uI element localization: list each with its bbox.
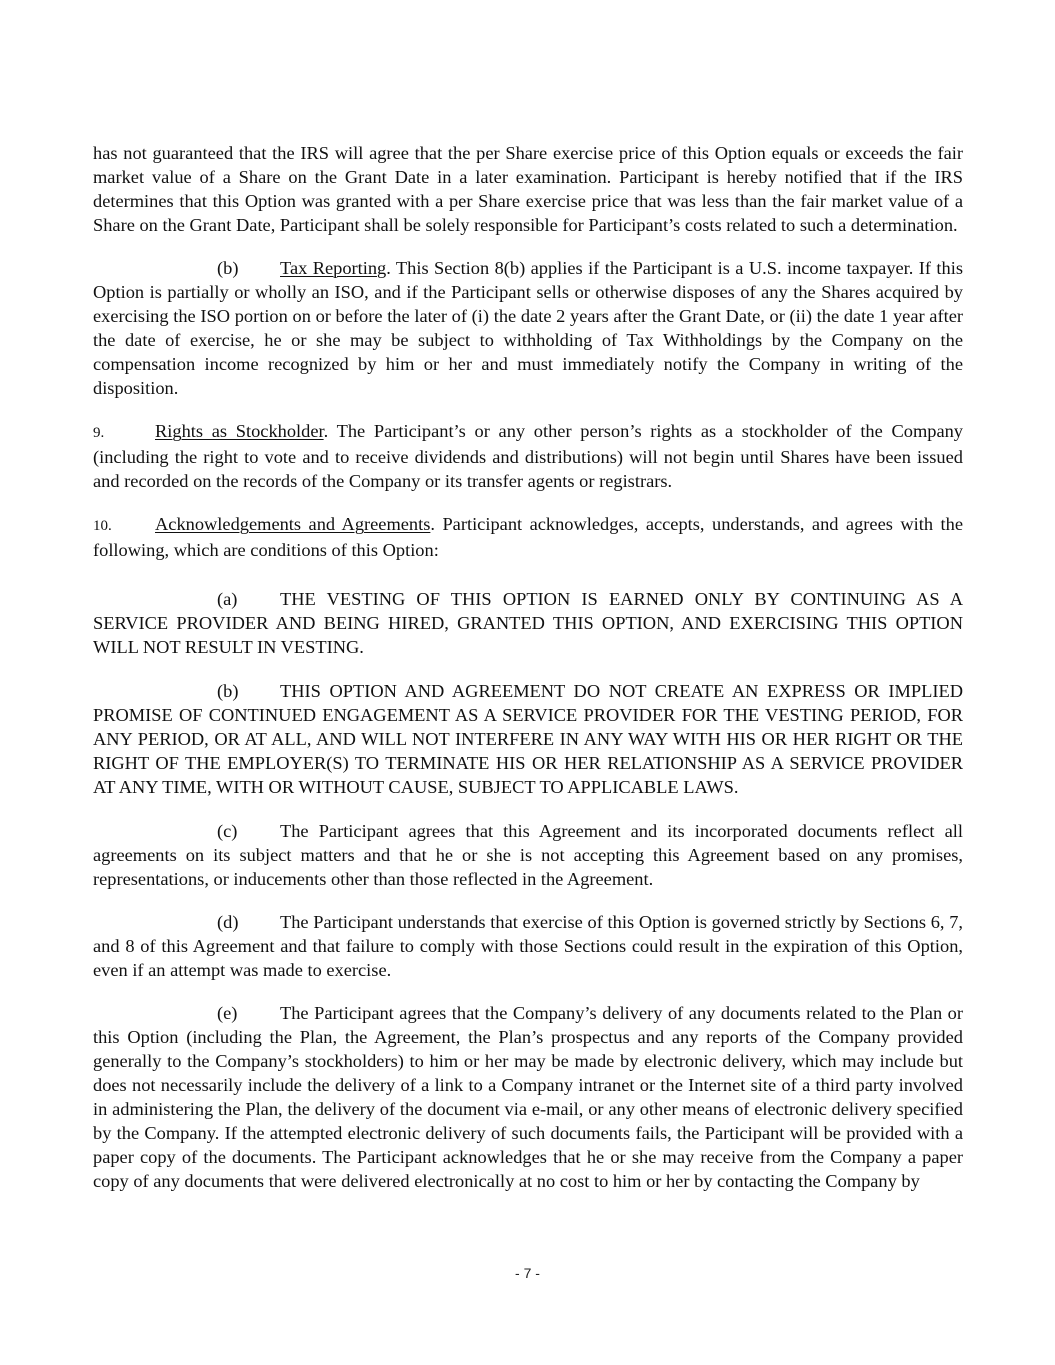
section-10b-paragraph — [93, 679, 963, 799]
section-10c-text: The Participant agrees that this Agreement and its incorporated documents reflect all agreements on its subject matters and that he or she is not accepting this Agreement based on any promises, representations, or inducements other than those reflected in the Agreement. — [93, 821, 963, 889]
section-10c-paragraph — [93, 819, 963, 891]
section-10d-paragraph — [93, 910, 963, 982]
section-10d-marker: (d) — [217, 912, 239, 932]
section-9-number: 9. — [93, 425, 105, 441]
section-10-body: . Participant acknowledges, accepts, understands, and agrees with the following, which are conditions of this Option: — [93, 514, 963, 560]
section-10-paragraph — [93, 512, 963, 562]
section-8b-marker: (b) — [217, 258, 239, 278]
page-number: - 7 - — [515, 1265, 540, 1281]
section-8b-body: . This Section 8(b) applies if the Participant is a U.S. income taxpayer. If this Option is partially or wholly an ISO, and if the Participant sells or otherwise disposes of any the Shares acquired by exercising the ISO portion on or before the later of (i) the date 2 years after the Grant Date, or (ii) the date 1 year after the date of exercise, he or she may be subject to withholding of Tax Withholdings by the Company on the compensation income recognized by him or her and must immediately notify the Company in writing of the disposition. — [93, 258, 963, 398]
section-10d-text: The Participant understands that exercise of this Option is governed strictly by Sections 6, 7, and 8 of this Agreement and that failure to comply with those Sections could result in the expiration of this Option, even if an attempt was made to exercise. — [93, 912, 963, 980]
section-8b-paragraph — [93, 256, 963, 400]
section-10e-paragraph — [93, 1001, 963, 1193]
section-10e-text: The Participant agrees that the Company’s delivery of any documents related to the Plan or this Option (including the Plan, the Agreement, the Plan’s prospectus and any reports of the Company provided generally to the Company’s stockholders) to him or her may be made by electronic delivery, which may include but does not necessarily include the delivery of a link to a Company intranet or the Internet site of a third party involved in administering the Plan, the delivery of the document via e-mail, or any other means of electronic delivery specified by the Company. If the attempted electronic delivery of such documents fails, the Participant will be provided with a paper copy of the documents. The Participant acknowledges that he or she may receive from the Company a paper copy of any documents that were delivered electronically at no cost to him or her by contacting the Company by — [93, 1003, 963, 1191]
section-10a-marker: (a) — [217, 589, 238, 609]
section-10c-marker: (c) — [217, 821, 238, 841]
section-9-paragraph — [93, 419, 963, 493]
continuation-paragraph: has not guaranteed that the IRS will agree that the per Share exercise price of this Option equals or exceeds the fair market value of a Share on the Grant Date in a later examination. Participant is hereby notified that if the IRS determines that this Option was granted with a per Share exercise price that was less than the fair market value of a Share on the Grant Date, Participant shall be solely responsible for Participant’s costs related to such a determination. — [93, 143, 963, 235]
section-10a-paragraph — [93, 587, 963, 659]
section-10e-marker: (e) — [217, 1003, 238, 1023]
section-9-heading: Rights as Stockholder — [155, 421, 324, 441]
section-10a-text: THE VESTING OF THIS OPTION IS EARNED ONLY BY CONTINUING AS A SERVICE PROVIDER AND BEING HIRED, GRANTED THIS OPTION, AND EXERCISING THIS OPTION WILL NOT RESULT IN VESTING. — [93, 589, 963, 657]
section-10-number: 10. — [93, 518, 112, 534]
section-9-body: . The Participant’s or any other person’s rights as a stockholder of the Company (including the right to vote and to receive dividends and distributions) will not begin until Shares have been issued and recorded on the records of the Company or its transfer agents or registrars. — [93, 421, 963, 491]
section-10-heading: Acknowledgements and Agreements — [155, 514, 431, 534]
section-8b-heading: Tax Reporting — [280, 258, 387, 278]
document-page — [93, 141, 963, 1193]
section-10b-text: THIS OPTION AND AGREEMENT DO NOT CREATE AN EXPRESS OR IMPLIED PROMISE OF CONTINUED ENGAGEMENT AS A SERVICE PROVIDER FOR THE VESTING PERIOD, FOR ANY PERIOD, OR AT ALL, AND WILL NOT INTERFERE IN ANY WAY WITH HIS OR HER RIGHT OR THE RIGHT OF THE EMPLOYER(S) TO TERMINATE HIS OR HER RELATIONSHIP AS A SERVICE PROVIDER AT ANY TIME, WITH OR WITHOUT CAUSE, SUBJECT TO APPLICABLE LAWS. — [93, 681, 963, 797]
section-10b-marker: (b) — [217, 681, 239, 701]
